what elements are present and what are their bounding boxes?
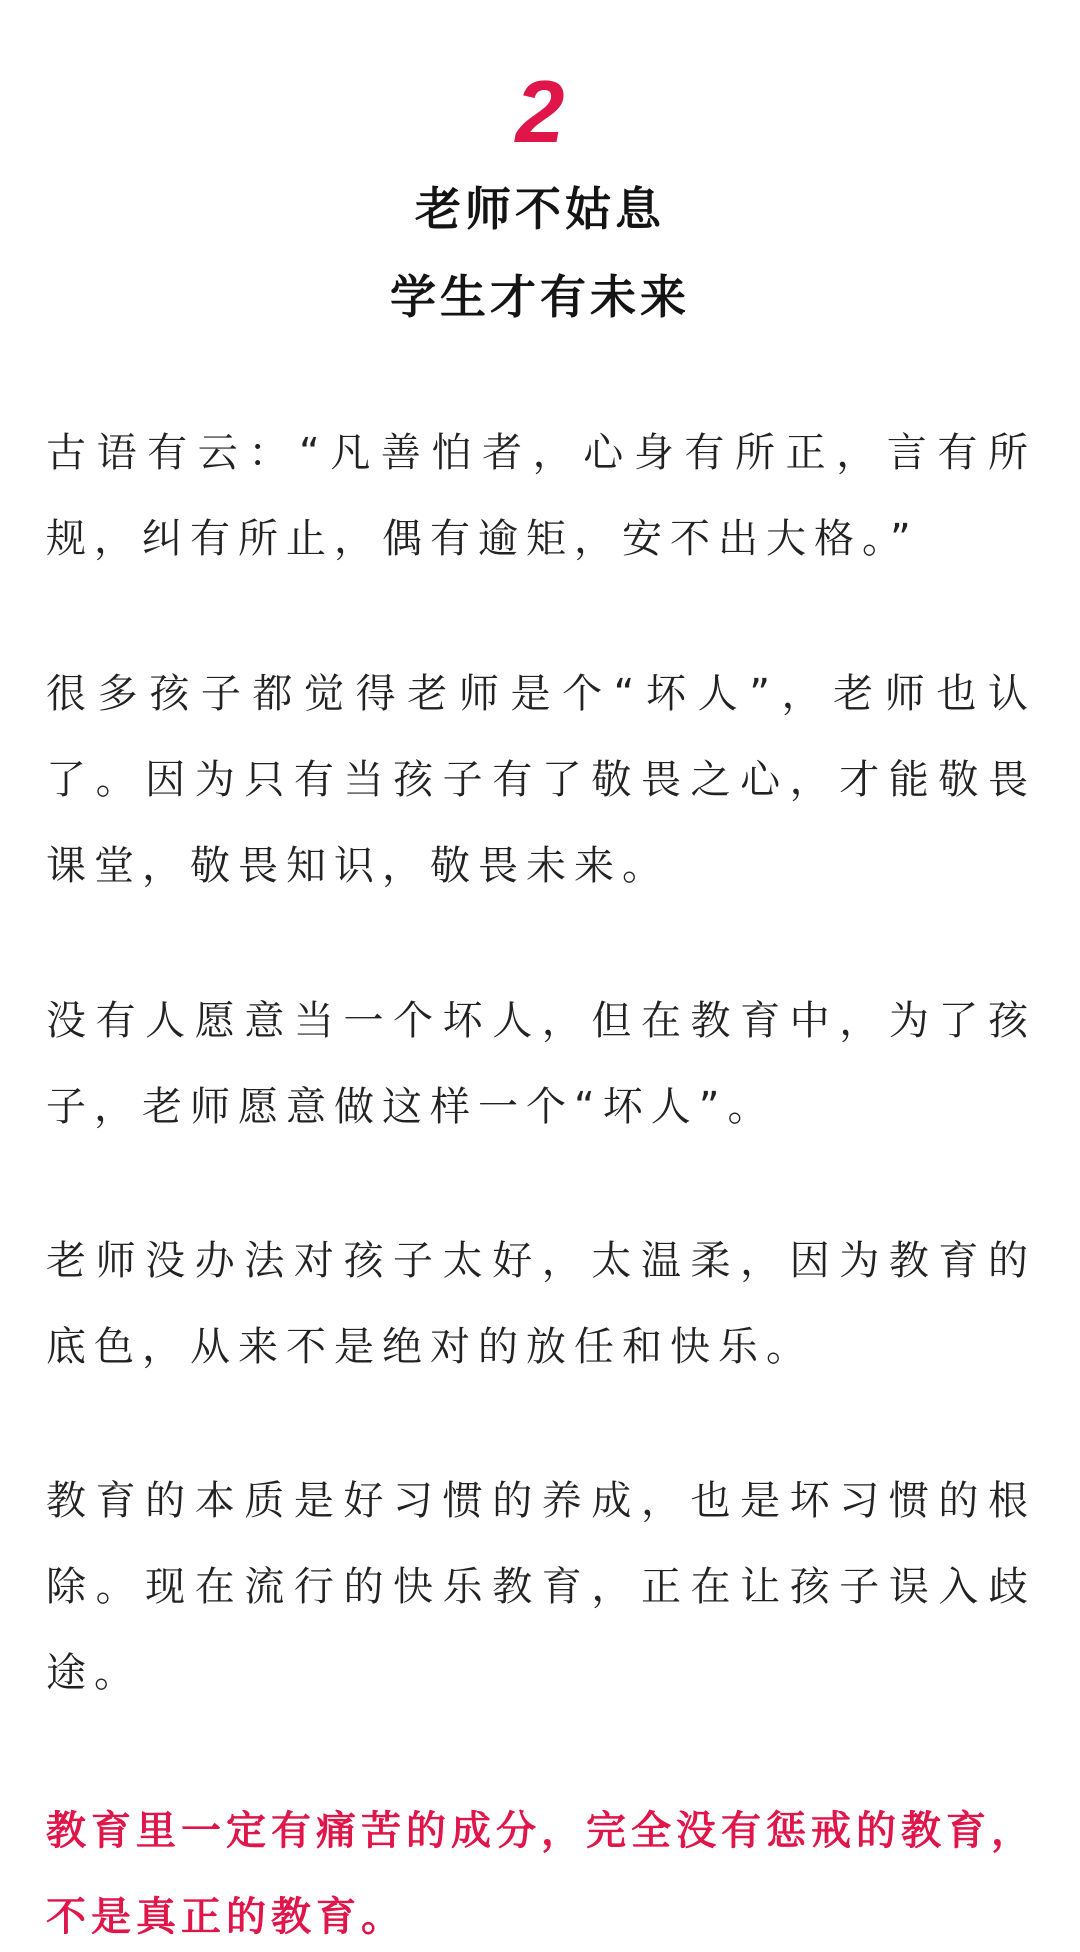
highlight-paragraph: 教育里一定有痛苦的成分，完全没有惩戒的教育，不是真正的教育。 [46, 1808, 1036, 1940]
paragraph-teacher-bad-person: 很多孩子都觉得老师是个“坏人”，老师也认了。因为只有当孩子有了敬畏之心，才能敬畏课堂，敬畏知识，敬畏未来。 [46, 671, 1036, 889]
paragraph-willing: 没有人愿意当一个坏人，但在教育中，为了孩子，老师愿意做这样一个“坏人”。 [46, 998, 1036, 1130]
section-number: 2 [515, 62, 565, 161]
paragraph-essence-of-education: 教育的本质是好习惯的养成，也是坏习惯的根除。现在流行的快乐教育，正在让孩子误入歧途。 [46, 1478, 1036, 1696]
paragraph-not-too-gentle: 老师没办法对孩子太好，太温柔，因为教育的底色，从来不是绝对的放任和快乐。 [46, 1238, 1036, 1370]
section-title-line-1: 老师不姑息 [415, 182, 665, 236]
paragraph-quote: 古语有云：“凡善怕者，心身有所正，言有所规，纠有所止，偶有逾矩，安不出大格。” [46, 430, 1036, 562]
section-title-line-2: 学生才有未来 [390, 270, 690, 324]
